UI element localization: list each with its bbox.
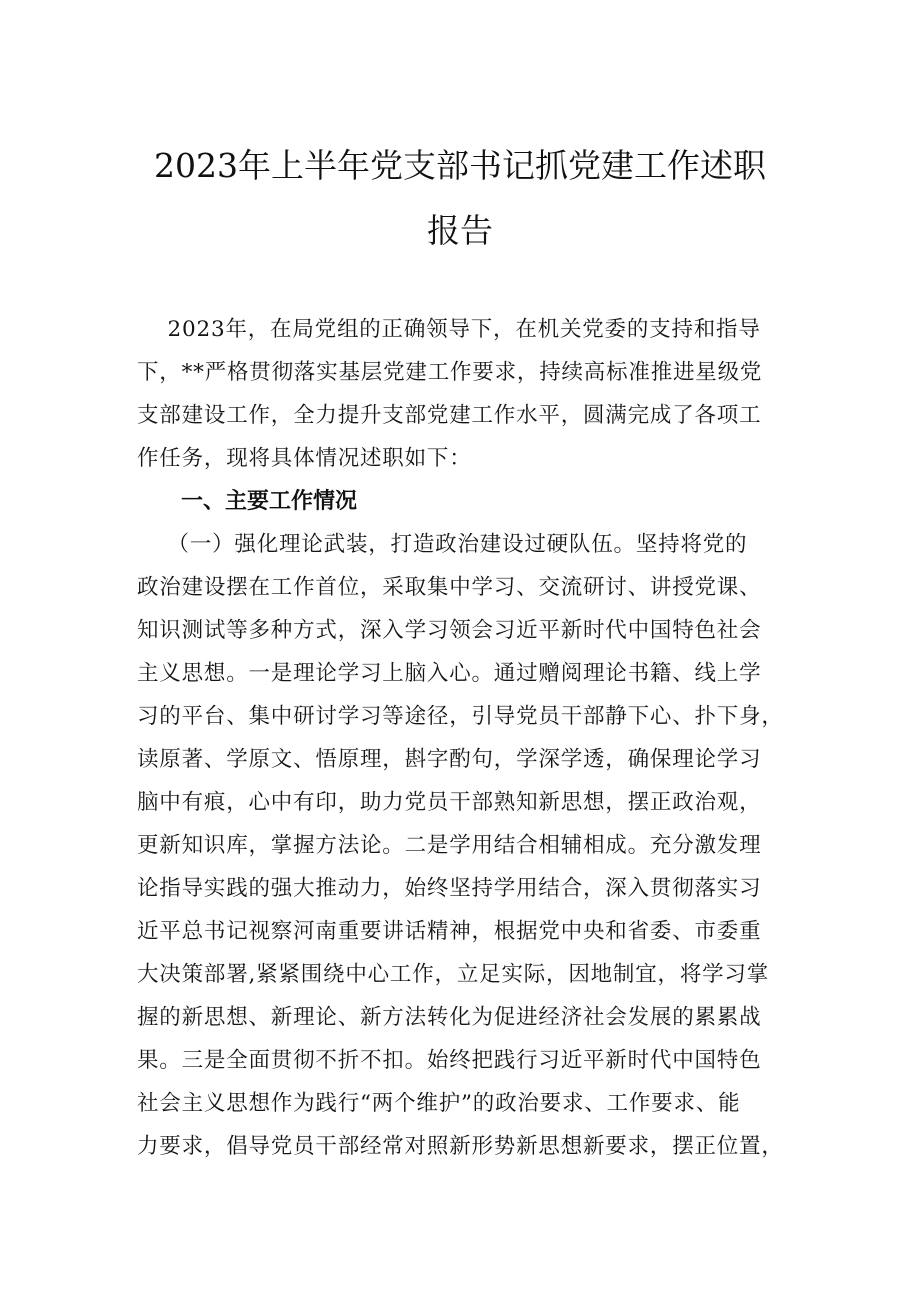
body-line: 习的平台、集中研讨学习等途径，引导党员干部静下心、扑下身，: [137, 704, 784, 729]
intro-line: 作任务，现将具体情况述职如下：: [137, 446, 472, 471]
body-line: 论指导实践的强大推动力，始终坚持学用结合，深入贯彻落实习: [137, 876, 762, 901]
document-title-line-1: 2023年上半年党支部书记抓党建工作述职: [154, 146, 766, 185]
section-heading: 一、主要工作情况: [181, 489, 358, 514]
body-line: 果。三是全面贯彻不折不扣。始终把践行习近平新时代中国特色: [137, 1048, 762, 1073]
document-title-line-2: 报告: [427, 211, 493, 250]
body-line: 握的新思想、新理论、新方法转化为促进经济社会发展的累累战: [137, 1005, 762, 1030]
body-line: （一）强化理论武装，打造政治建设过硬队伍。坚持将党的: [137, 532, 748, 557]
intro-line: 支部建设工作，全力提升支部党建工作水平，圆满完成了各项工: [137, 403, 762, 428]
body-line: 主义思想。一是理论学习上脑入心。通过赠阅理论书籍、线上学: [137, 661, 762, 686]
body-line: 读原著、学原文、悟原理，斟字酌句，学深学透，确保理论学习: [137, 747, 762, 772]
body-line: 近平总书记视察河南重要讲话精神，根据党中央和省委、市委重: [137, 919, 762, 944]
body-line: 脑中有痕，心中有印，助力党员干部熟知新思想，摆正政治观，: [137, 790, 762, 815]
body-line: 社会主义思想作为践行“两个维护”的政治要求、工作要求、能: [137, 1091, 741, 1116]
body-line: 政治建设摆在工作首位，采取集中学习、交流研讨、讲授党课、: [137, 575, 762, 600]
body-line: 更新知识库，掌握方法论。二是学用结合相辅相成。充分激发理: [137, 833, 762, 858]
intro-line: 下，**严格贯彻落实基层党建工作要求，持续高标准推进星级党: [137, 360, 763, 385]
body-line: 大决策部署,紧紧围绕中心工作，立足实际，因地制宜，将学习掌: [137, 962, 770, 987]
body-line: 知识测试等多种方式，深入学习领会习近平新时代中国特色社会: [137, 618, 762, 643]
body-line: 力要求，倡导党员干部经常对照新形势新思想新要求，摆正位置，: [137, 1134, 784, 1159]
intro-line: 2023年，在局党组的正确领导下，在机关党委的支持和指导: [137, 317, 761, 342]
